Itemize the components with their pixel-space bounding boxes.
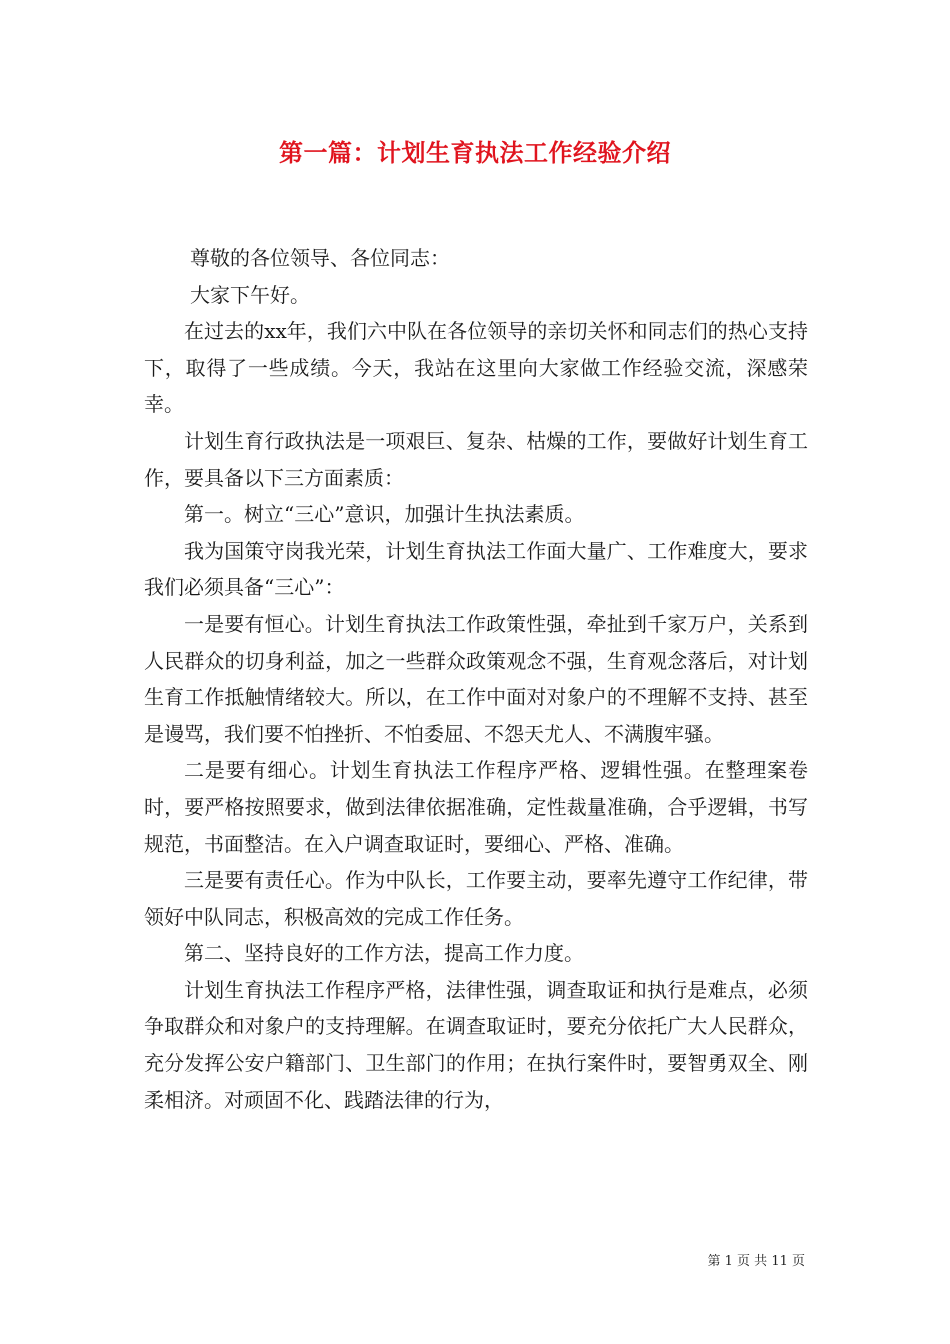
paragraph-greeting: 大家下午好。 bbox=[190, 282, 310, 307]
paragraph: 计划生育执法工作程序严格，法律性强，调查取证和执行是难点，必须争取群众和对象户的支持理解。在调查取证时，要充分依托广大人民群众，充分发挥公安户籍部门、卫生部门的作用；在执行案件时，要智勇双全、刚柔相济。对顽固不化、践踏法律的行为， bbox=[144, 977, 808, 1112]
page-number: 第 1 页 共 11 页 bbox=[707, 1254, 805, 1269]
paragraph: 三是要有责任心。作为中队长，工作要主动，要率先遵守工作纪律，带领好中队同志，积极高效的完成工作任务。 bbox=[144, 868, 808, 929]
paragraph: 二是要有细心。计划生育执法工作程序严格、逻辑性强。在整理案卷时，要严格按照要求，做到法律依据准确，定性裁量准确，合乎逻辑，书写规范，书面整洁。在入户调查取证时，要细心、严格、准确。 bbox=[144, 758, 808, 856]
document-title: 第一篇：计划生育执法工作经验介绍 bbox=[279, 138, 671, 167]
document-body bbox=[144, 240, 808, 1118]
paragraph: 在过去的xx年，我们六中队在各位领导的亲切关怀和同志们的热心支持下，取得了一些成绩。今天，我站在这里向大家做工作经验交流，深感荣幸。 bbox=[144, 319, 808, 417]
section-heading-1: 第一。树立“三心”意识，加强计生执法素质。 bbox=[184, 502, 585, 527]
paragraph-salutation: 尊敬的各位领导、各位同志： bbox=[190, 246, 450, 270]
paragraph: 我为国策守岗我光荣，计划生育执法工作面大量广、工作难度大，要求我们必须具备“三心”： bbox=[144, 538, 808, 600]
paragraph: 一是要有恒心。计划生育执法工作政策性强，牵扯到千家万户，关系到人民群众的切身利益，加之一些群众政策观念不强，生育观念落后，对计划生育工作抵触情绪较大。所以，在工作中面对对象户的不理解不支持、甚至是谩骂，我们要不怕挫折、不怕委屈、不怨天尤人、不满腹牢骚。 bbox=[144, 611, 808, 746]
section-heading-2: 第二、坚持良好的工作方法，提高工作力度。 bbox=[184, 941, 584, 966]
paragraph: 计划生育行政执法是一项艰巨、复杂、枯燥的工作，要做好计划生育工作，要具备以下三方面素质： bbox=[144, 428, 808, 490]
